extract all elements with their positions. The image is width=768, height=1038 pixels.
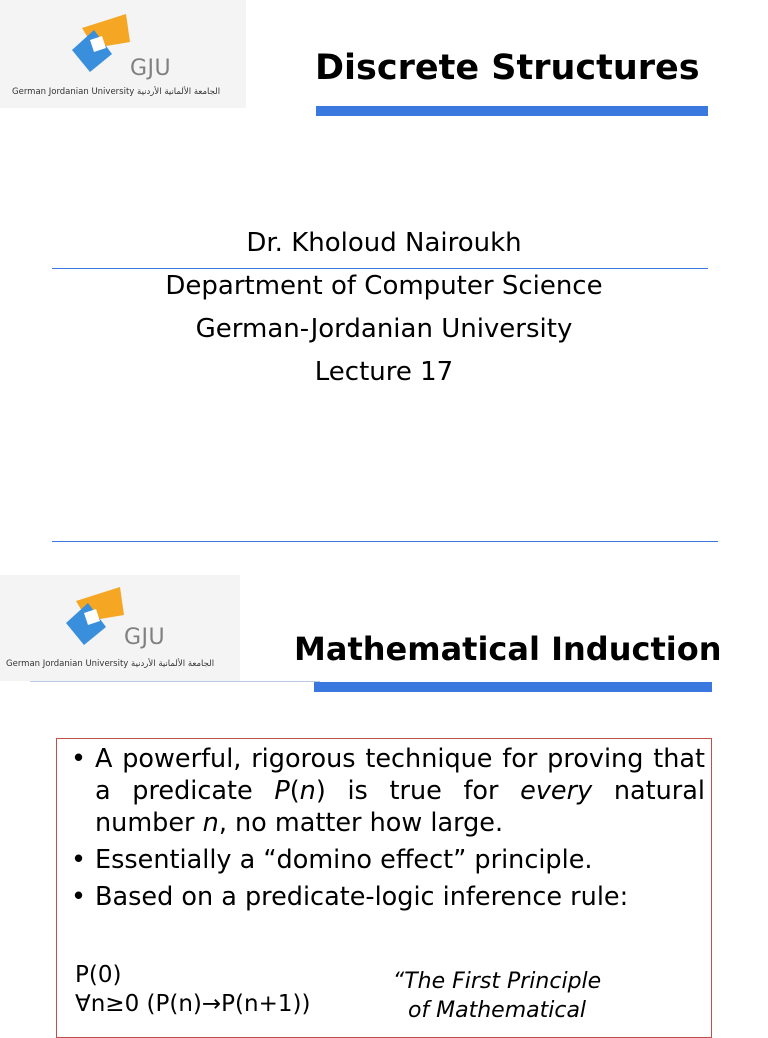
list-item [65, 844, 705, 876]
bullet-text: Essentially a “domino effect” principle. [95, 845, 593, 875]
induction-slide [0, 575, 768, 1024]
bullet-dot-icon: • [71, 744, 87, 774]
department: Department of Computer Science [165, 271, 603, 301]
logo-wordmark: GJU [130, 56, 172, 81]
university: German-Jordanian University [195, 314, 573, 344]
principle-quote [367, 967, 627, 1025]
gju-logo-icon [62, 583, 128, 649]
author-divider [52, 268, 708, 269]
list-item [65, 743, 705, 839]
bullet-text: Based on a predicate-logic inference rule: [95, 882, 629, 912]
inference-rule [75, 961, 310, 1019]
author-block [0, 222, 768, 394]
bullet-dot-icon: • [71, 845, 87, 875]
author-name: Dr. Kholoud Nairoukh [246, 228, 522, 258]
bullet-text: A powerful, rigorous technique for proving that a predicate P(n) is true for every natural number n, no matter how large. [95, 744, 705, 838]
slide-title: Discrete Structures [315, 48, 700, 88]
gju-logo-icon [68, 10, 134, 76]
content-box [56, 738, 712, 1038]
lecture-number: Lecture 17 [314, 357, 454, 387]
list-item [65, 881, 705, 913]
bullet-dot-icon: • [71, 882, 87, 912]
quote-line-2: of Mathematical [407, 998, 587, 1023]
logo-divider [30, 681, 320, 682]
bullet-list [65, 743, 705, 918]
title-underline-bar [316, 106, 708, 116]
formula-premise-1: P(0) [75, 962, 122, 988]
formula-premise-2: ∀n≥0 (P(n)→P(n+1)) [75, 991, 311, 1017]
quote-line-1: “The First Principle [392, 969, 602, 994]
gju-logo [0, 575, 240, 681]
logo-caption: German Jordanian University الجامعة الألمانية الأردنية [12, 87, 221, 97]
logo-wordmark: GJU [124, 625, 166, 650]
title-underline-bar [314, 682, 712, 692]
logo-caption: German Jordanian University الجامعة الألمانية الأردنية [6, 659, 215, 669]
slide-bottom-line [52, 541, 718, 542]
slide-title: Mathematical Induction [294, 630, 722, 668]
gju-logo [0, 0, 246, 108]
